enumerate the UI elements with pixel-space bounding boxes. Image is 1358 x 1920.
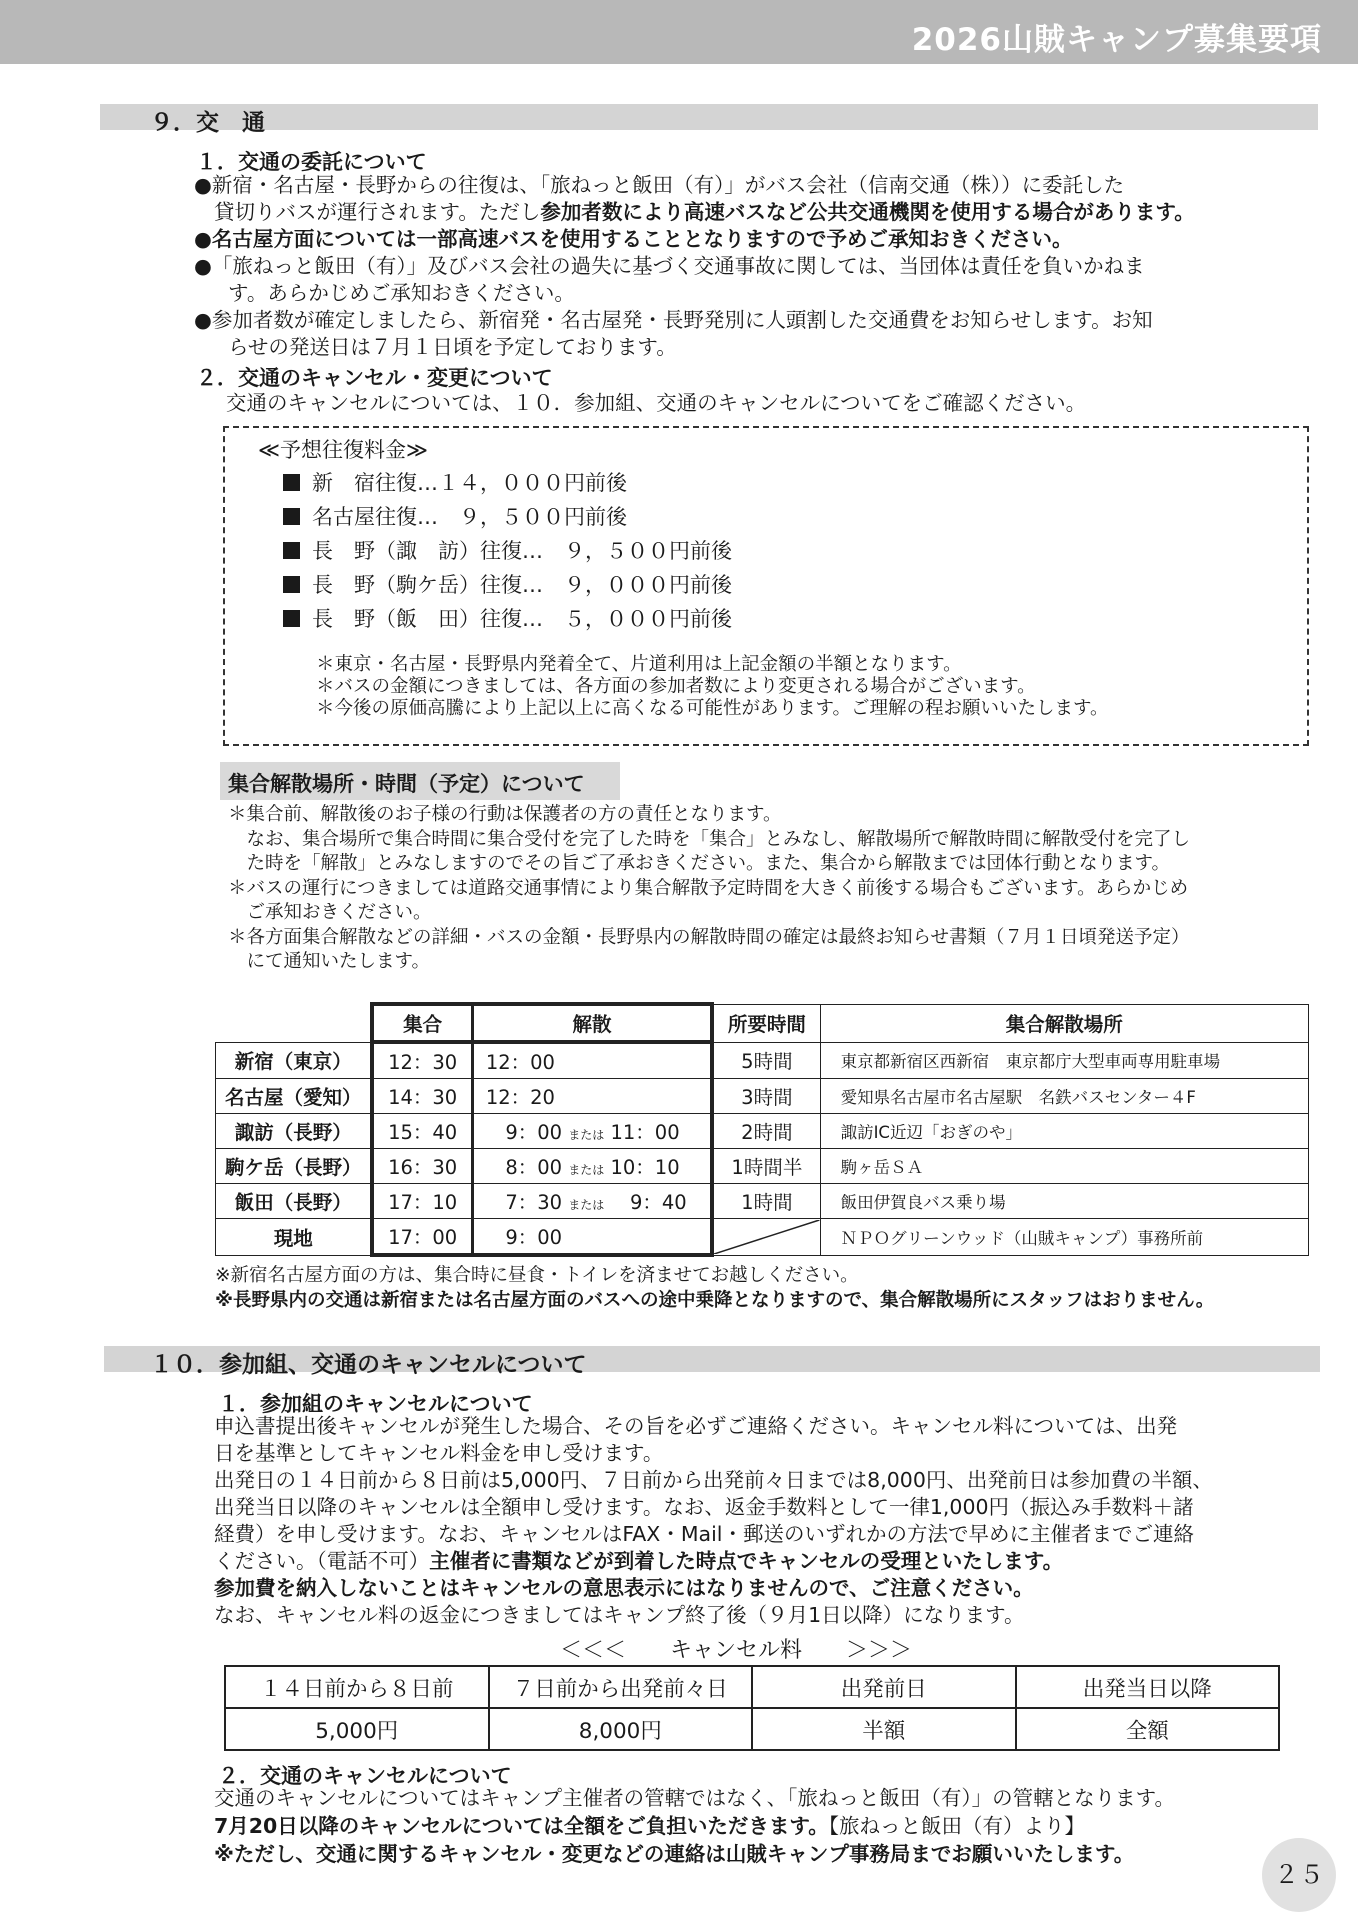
transport-cancel-line-3: ※ただし、交通に関するキャンセル・変更などの連絡は山賊キャンプ事務局までお願いいたします。 bbox=[214, 1842, 1135, 1866]
square-bullet-icon bbox=[283, 610, 300, 627]
fare-title: ≪予想往復料金≫ bbox=[258, 438, 428, 462]
fee-header-cell: 出発当日以降 bbox=[1016, 1666, 1279, 1708]
transport-paragraph-4b: らせの発送日は７月１日頃を予定しております。 bbox=[228, 335, 677, 359]
table-row bbox=[216, 1042, 1309, 1079]
schedule-note-2: ※長野県内の交通は新宿または名古屋方面のバスへの途中乗降となりますので、集合解散場所にスタッフはおりません。 bbox=[215, 1290, 1215, 1311]
fare-item: 長 野（駒ケ岳）往復… ９，０００円前後 bbox=[283, 568, 732, 602]
meeting-note-line: にて通知いたします。 bbox=[228, 951, 431, 972]
cancel-line: 日を基準としてキャンセル料金を申し受けます。 bbox=[214, 1441, 664, 1465]
place-header: 集合解散場所 bbox=[820, 1004, 1308, 1042]
place-cell: 諏訪IC近辺「おぎのや」 bbox=[820, 1114, 1308, 1149]
schedule-header-row bbox=[216, 1004, 1309, 1042]
meeting-note-line: ＊各方面集合解散などの詳細・バスの金額・長野県内の解散時間の確定は最終お知らせ書類（７月１日頃発送予定） bbox=[228, 926, 1190, 948]
section-9-title: ９．交 通 bbox=[150, 110, 265, 136]
dismiss-time: 7：30 または 9：40 bbox=[472, 1184, 712, 1219]
square-bullet-icon bbox=[283, 542, 300, 559]
fee-value-cell: 全額 bbox=[1016, 1708, 1279, 1750]
place-cell: 飯田伊賀良バス乗り場 bbox=[820, 1184, 1308, 1219]
area-cell: 諏訪（長野） bbox=[216, 1114, 373, 1149]
transport-paragraph-1b: 貸切りバスが運行されます。ただし参加者数により高速バスなど公共交通機関を使用する場合があります。 bbox=[214, 200, 1195, 224]
dismiss-time: 8：00 または 10：10 bbox=[472, 1149, 712, 1184]
page-number: ２５ bbox=[1262, 1838, 1336, 1912]
fee-header-cell: １４日前から８日前 bbox=[225, 1666, 489, 1708]
fee-value-cell: 8,000円 bbox=[489, 1708, 753, 1750]
place-cell: ＮＰＯグリーンウッド（山賊キャンプ）事務所前 bbox=[820, 1219, 1308, 1256]
table-row bbox=[216, 1184, 1309, 1219]
duration-cell: 2時間 bbox=[712, 1114, 820, 1149]
meeting-note-line: ＊集合前、解散後のお子様の行動は保護者の方の責任となります。 bbox=[228, 804, 782, 825]
cancel-line: 出発日の１４日前から８日前は5,000円、７日前から出発前々日までは8,000円、出発前日は参加費の半額、 bbox=[214, 1468, 1213, 1492]
cancel-line: 参加費を納入しないことはキャンセルの意思表示にはなりませんので、ご注意ください。 bbox=[214, 1576, 1034, 1600]
duration-cell-empty bbox=[712, 1219, 820, 1256]
gather-time: 17：10 bbox=[372, 1184, 472, 1219]
meeting-note-line: た時を「解散」とみなしますのでその旨ご了承おきください。また、集合から解散までは団体行動となります。 bbox=[228, 853, 1171, 874]
meeting-note-line: ご承知おきください。 bbox=[228, 902, 432, 923]
area-cell: 新宿（東京） bbox=[216, 1042, 373, 1079]
place-cell: 駒ヶ岳ＳＡ bbox=[820, 1149, 1308, 1184]
meeting-note-line: なお、集合場所で集合時間に集合受付を完了した時を「集合」とみなし、解散場所で解散時間に解散受付を完了し bbox=[228, 828, 1191, 850]
transport-commission-heading: １．交通の委託について bbox=[196, 150, 427, 174]
transport-paragraph-3b: す。あらかじめご承知おきください。 bbox=[228, 281, 575, 305]
area-cell: 駒ケ岳（長野） bbox=[216, 1149, 373, 1184]
duration-cell: 5時間 bbox=[712, 1042, 820, 1079]
place-cell: 愛知県名古屋市名古屋駅 名鉄バスセンター４F bbox=[820, 1079, 1308, 1114]
gather-time: 14：30 bbox=[372, 1079, 472, 1114]
gather-time: 12：30 bbox=[372, 1042, 472, 1079]
fare-list bbox=[283, 466, 732, 636]
area-cell: 名古屋（愛知） bbox=[216, 1079, 373, 1114]
transport-paragraph-1a: ●新宿・名古屋・長野からの往復は、「旅ねっと飯田（有）」がバス会社（信南交通（株））に委託した bbox=[194, 173, 1125, 197]
fare-item: 名古屋往復… ９，５００円前後 bbox=[283, 500, 732, 534]
area-cell: 飯田（長野） bbox=[216, 1184, 373, 1219]
cancel-line: なお、キャンセル料の返金につきましてはキャンプ終了後（９月1日以降）になります。 bbox=[214, 1603, 1025, 1627]
section-9-bar bbox=[100, 104, 1318, 130]
transport-cancel-heading: ２．交通のキャンセル・変更について bbox=[196, 366, 553, 390]
fee-header-cell: ７日前から出発前々日 bbox=[489, 1666, 753, 1708]
square-bullet-icon bbox=[283, 474, 300, 491]
fee-header-cell: 出発前日 bbox=[752, 1666, 1015, 1708]
cancel-line: ください。（電話不可）主催者に書類などが到着した時点でキャンセルの受理といたします。 bbox=[214, 1549, 1064, 1573]
cancel-line: 申込書提出後キャンセルが発生した場合、その旨を必ずご連絡ください。キャンセル料については、出発 bbox=[214, 1414, 1178, 1438]
meeting-notes bbox=[228, 803, 1190, 975]
fare-note: ＊バスの金額につきましては、各方面の参加者数により変更される場合がございます。 bbox=[316, 676, 1036, 697]
participant-cancel-body bbox=[214, 1413, 1213, 1629]
gather-header: 集合 bbox=[372, 1004, 472, 1042]
diagonal-line bbox=[714, 1220, 819, 1254]
cancel-line: 経費）を申し受けます。なお、キャンセルはFAX・Mail・郵送のいずれかの方法で早めに主催者までご連絡 bbox=[214, 1522, 1194, 1546]
place-cell: 東京都新宿区西新宿 東京都庁大型車両専用駐車場 bbox=[820, 1042, 1308, 1079]
transport-cancel-line-2: 7月20日以降のキャンセルについては全額をご負担いただきます。【旅ねっと飯田（有）より】 bbox=[214, 1814, 1085, 1838]
meeting-note-line: ＊バスの運行につきましては道路交通事情により集合解散予定時間を大きく前後する場合もございます。あらかじめ bbox=[228, 877, 1189, 899]
duration-cell: 3時間 bbox=[712, 1079, 820, 1114]
dismiss-header: 解散 bbox=[472, 1004, 712, 1042]
page-header-title: 2026山賊キャンプ募集要項 bbox=[911, 22, 1322, 58]
area-cell: 現地 bbox=[216, 1219, 373, 1256]
fare-item: 長 野（諏 訪）往復… ９，５００円前後 bbox=[283, 534, 732, 568]
cancel-line: 出発当日以降のキャンセルは全額申し受けます。なお、返金手数料として一律1,000円（振込み手数料＋諸 bbox=[214, 1495, 1194, 1519]
transport-paragraph-3a: ●「旅ねっと飯田（有）」及びバス会社の過失に基づく交通事故に関しては、当団体は責任を負いかねま bbox=[194, 254, 1145, 278]
table-row bbox=[216, 1219, 1309, 1256]
fee-value-cell: 5,000円 bbox=[225, 1708, 489, 1750]
transport-cancel-line-1: 交通のキャンセルについてはキャンプ主催者の管轄ではなく、「旅ねっと飯田（有）」の管轄となります。 bbox=[214, 1786, 1176, 1810]
gather-time: 15：40 bbox=[372, 1114, 472, 1149]
duration-cell: 1時間 bbox=[712, 1184, 820, 1219]
dismiss-time: 12：20 bbox=[472, 1079, 712, 1114]
table-row bbox=[216, 1114, 1309, 1149]
dismiss-time: 12：00 bbox=[472, 1042, 712, 1079]
dismiss-time: 9：00 bbox=[472, 1219, 712, 1256]
duration-header: 所要時間 bbox=[712, 1004, 820, 1042]
cancel-fee-header-row bbox=[225, 1666, 1279, 1708]
transport-cancel-heading-2: ２．交通のキャンセルについて bbox=[218, 1764, 512, 1788]
fare-note: ＊東京・名古屋・長野県内発着全て、片道利用は上記金額の半額となります。 bbox=[316, 654, 962, 675]
schedule-table bbox=[215, 1002, 1309, 1257]
schedule-note-1: ※新宿名古屋方面の方は、集合時に昼食・トイレを済ませてお越しください。 bbox=[215, 1265, 859, 1286]
fee-value-cell: 半額 bbox=[752, 1708, 1015, 1750]
square-bullet-icon bbox=[283, 576, 300, 593]
fare-item: 長 野（飯 田）往復… ５，０００円前後 bbox=[283, 602, 732, 636]
cancel-fee-table bbox=[224, 1665, 1280, 1751]
cancel-fee-value-row bbox=[225, 1708, 1279, 1750]
transport-cancel-text: 交通のキャンセルについては、１０．参加組、交通のキャンセルについてをご確認ください。 bbox=[226, 391, 1087, 415]
fare-item: 新 宿往復…１４，０００円前後 bbox=[283, 466, 732, 500]
square-bullet-icon bbox=[283, 508, 300, 525]
fare-note: ＊今後の原価高騰により上記以上に高くなる可能性があります。ご理解の程お願いいたします。 bbox=[316, 698, 1109, 719]
meeting-label: 集合解散場所・時間（予定）について bbox=[228, 772, 585, 796]
gather-time: 16：30 bbox=[372, 1149, 472, 1184]
gather-time: 17：00 bbox=[372, 1219, 472, 1256]
duration-cell: 1時間半 bbox=[712, 1149, 820, 1184]
section-10-title: １０．参加組、交通のキャンセルについて bbox=[150, 1352, 587, 1378]
dismiss-time: 9：00 または 11：00 bbox=[472, 1114, 712, 1149]
table-row bbox=[216, 1079, 1309, 1114]
empty-cell bbox=[216, 1004, 373, 1042]
cancel-fee-title: ＜＜＜ キャンセル料 ＞＞＞ bbox=[560, 1638, 913, 1663]
transport-paragraph-4a: ●参加者数が確定しましたら、新宿発・名古屋発・長野発別に人頭割した交通費をお知らせします。お知 bbox=[194, 308, 1153, 332]
table-row bbox=[216, 1149, 1309, 1184]
transport-paragraph-2: ●名古屋方面については一部高速バスを使用することとなりますので予めご承知おきください。 bbox=[194, 227, 1073, 251]
participant-cancel-heading: １．参加組のキャンセルについて bbox=[218, 1392, 533, 1416]
